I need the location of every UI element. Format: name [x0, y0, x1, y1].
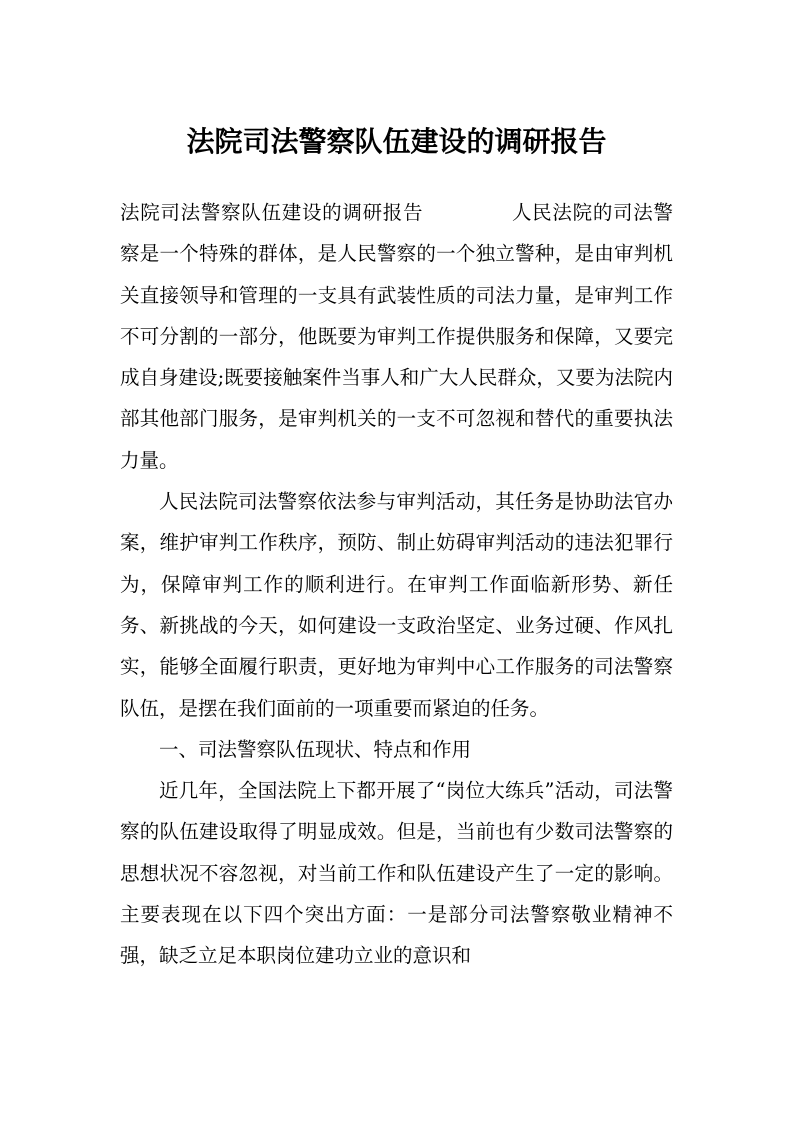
- intro-heading: 法院司法警察队伍建设的调研报告: [120, 201, 424, 224]
- paragraph-intro: [120, 192, 673, 481]
- document-body: [120, 192, 673, 977]
- paragraph-2: 人民法院司法警察依法参与审判活动，其任务是协助法官办案，维护审判工作秩序，预防、制止妨碍审判活动的违法犯罪行为，保障审判工作的顺利进行。在审判工作面临新形势、新任务、新挑战的今天，如何建设一支政治坚定、业务过硬、作风扎实，能够全面履行职责，更好地为审判中心工作服务的司法警察队伍，是摆在我们面前的一项重要而紧迫的任务。: [120, 490, 673, 720]
- paragraph-1-text: 人民法院的司法警察是一个特殊的群体，是人民警察的一个独立警种，是由审判机关直接领导和管理的一支具有武装性质的司法力量，是审判工作不可分割的一部分，他既要为审判工作提供服务和保障，又要完成自身建设;既要接触案件当事人和广大人民群众，又要为法院内部其他部门服务，是审判机关的一支不可忽视和替代的重要执法力量。: [120, 201, 673, 472]
- section-heading-1: 一、司法警察队伍现状、特点和作用: [159, 737, 472, 761]
- document-title: 法院司法警察队伍建设的调研报告: [186, 125, 607, 158]
- paragraph-3: 近几年，全国法院上下都开展了“岗位大练兵”活动，司法警察的队伍建设取得了明显成效。但是，当前也有少数司法警察的思想状况不容忽视，对当前工作和队伍建设产生了一定的影响。主要表现在以下四个突出方面：一是部分司法警察敬业精神不强，缺乏立足本职岗位建功立业的意识和: [120, 779, 673, 968]
